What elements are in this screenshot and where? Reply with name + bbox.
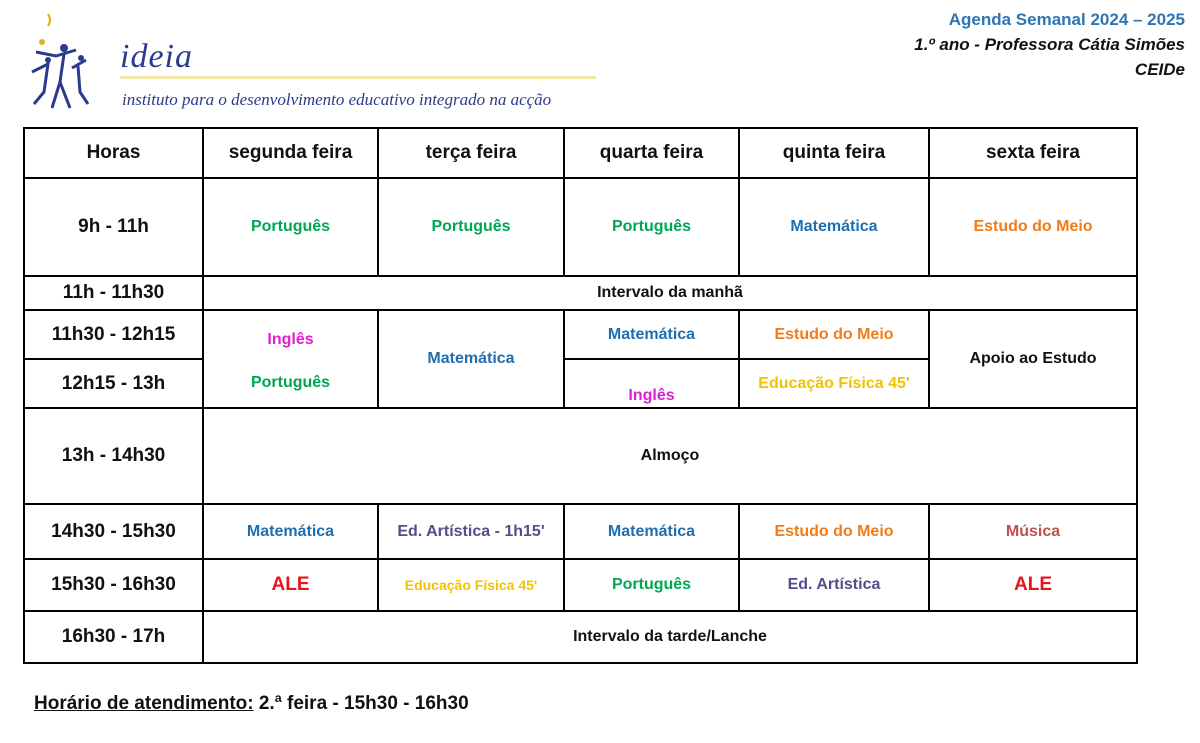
table-row	[24, 559, 1137, 611]
subject-cell: Educação Física 45'	[378, 559, 564, 611]
subject-cell: Matemática	[564, 504, 739, 559]
subject-cell: Português	[564, 559, 739, 611]
logo-wordmark: ideia	[120, 38, 193, 75]
logo-divider	[120, 76, 596, 79]
time-cell: 14h30 - 15h30	[24, 504, 203, 559]
subject-cell: Português	[378, 178, 564, 276]
table-row	[24, 178, 1137, 276]
time-cell: 15h30 - 16h30	[24, 559, 203, 611]
dancing-figures-icon	[26, 12, 96, 112]
subject-cell: Matemática	[739, 178, 929, 276]
header-wednesday: quarta feira	[564, 128, 739, 178]
subject-cell: Estudo do Meio	[739, 504, 929, 559]
subject-cell: Educação Física 45'	[739, 359, 929, 408]
logo-tagline: instituto para o desenvolvimento educativo integrado na acção	[122, 90, 552, 109]
subject-cell: Música	[929, 504, 1137, 559]
subject-cell: Português	[564, 178, 739, 276]
subject-cell: Matemática	[378, 310, 564, 408]
subject-cell: Estudo do Meio	[739, 310, 929, 359]
subject-cell: Inglês	[564, 359, 739, 408]
class-teacher: 1.º ano - Professora Cátia Simões	[914, 35, 1185, 54]
ideia-logo	[26, 12, 586, 116]
subject-cell: Português	[203, 359, 378, 408]
subject-cell: Matemática	[203, 504, 378, 559]
table-row	[24, 310, 1137, 359]
table-row	[24, 504, 1137, 559]
time-cell: 13h - 14h30	[24, 408, 203, 504]
table-row	[24, 611, 1137, 663]
time-cell: 11h30 - 12h15	[24, 310, 203, 359]
office-hours-label: Horário de atendimento:	[34, 693, 254, 714]
office-hours-value: 2.ª feira - 15h30 - 16h30	[253, 693, 469, 714]
header-tuesday: terça feira	[378, 128, 564, 178]
subject-cell: Apoio ao Estudo	[929, 310, 1137, 408]
time-cell: 16h30 - 17h	[24, 611, 203, 663]
table-row	[24, 408, 1137, 504]
lunch-cell: Almoço	[203, 408, 1137, 504]
subject-cell: Português	[203, 178, 378, 276]
weekly-schedule-table	[23, 127, 1138, 664]
subject-cell: Estudo do Meio	[929, 178, 1137, 276]
table-row	[24, 276, 1137, 310]
subject-cell: ALE	[929, 559, 1137, 611]
subject-cell: Ed. Artística	[739, 559, 929, 611]
subject-cell: Ed. Artística - 1h15'	[378, 504, 564, 559]
subject-cell: Inglês	[203, 310, 378, 359]
subject-cell: Matemática	[564, 310, 739, 359]
table-header-row	[24, 128, 1137, 178]
agenda-title: Agenda Semanal 2024 – 2025	[948, 10, 1185, 29]
subject-cell: ALE	[203, 559, 378, 611]
header-friday: sexta feira	[929, 128, 1137, 178]
morning-break-cell: Intervalo da manhã	[203, 276, 1137, 310]
header-monday: segunda feira	[203, 128, 378, 178]
time-cell: 11h - 11h30	[24, 276, 203, 310]
time-cell: 12h15 - 13h	[24, 359, 203, 408]
time-cell: 9h - 11h	[24, 178, 203, 276]
header-thursday: quinta feira	[739, 128, 929, 178]
afternoon-break-cell: Intervalo da tarde/Lanche	[203, 611, 1137, 663]
school-name: CEIDe	[1134, 60, 1185, 79]
header-hours: Horas	[24, 128, 203, 178]
office-hours	[34, 693, 469, 715]
